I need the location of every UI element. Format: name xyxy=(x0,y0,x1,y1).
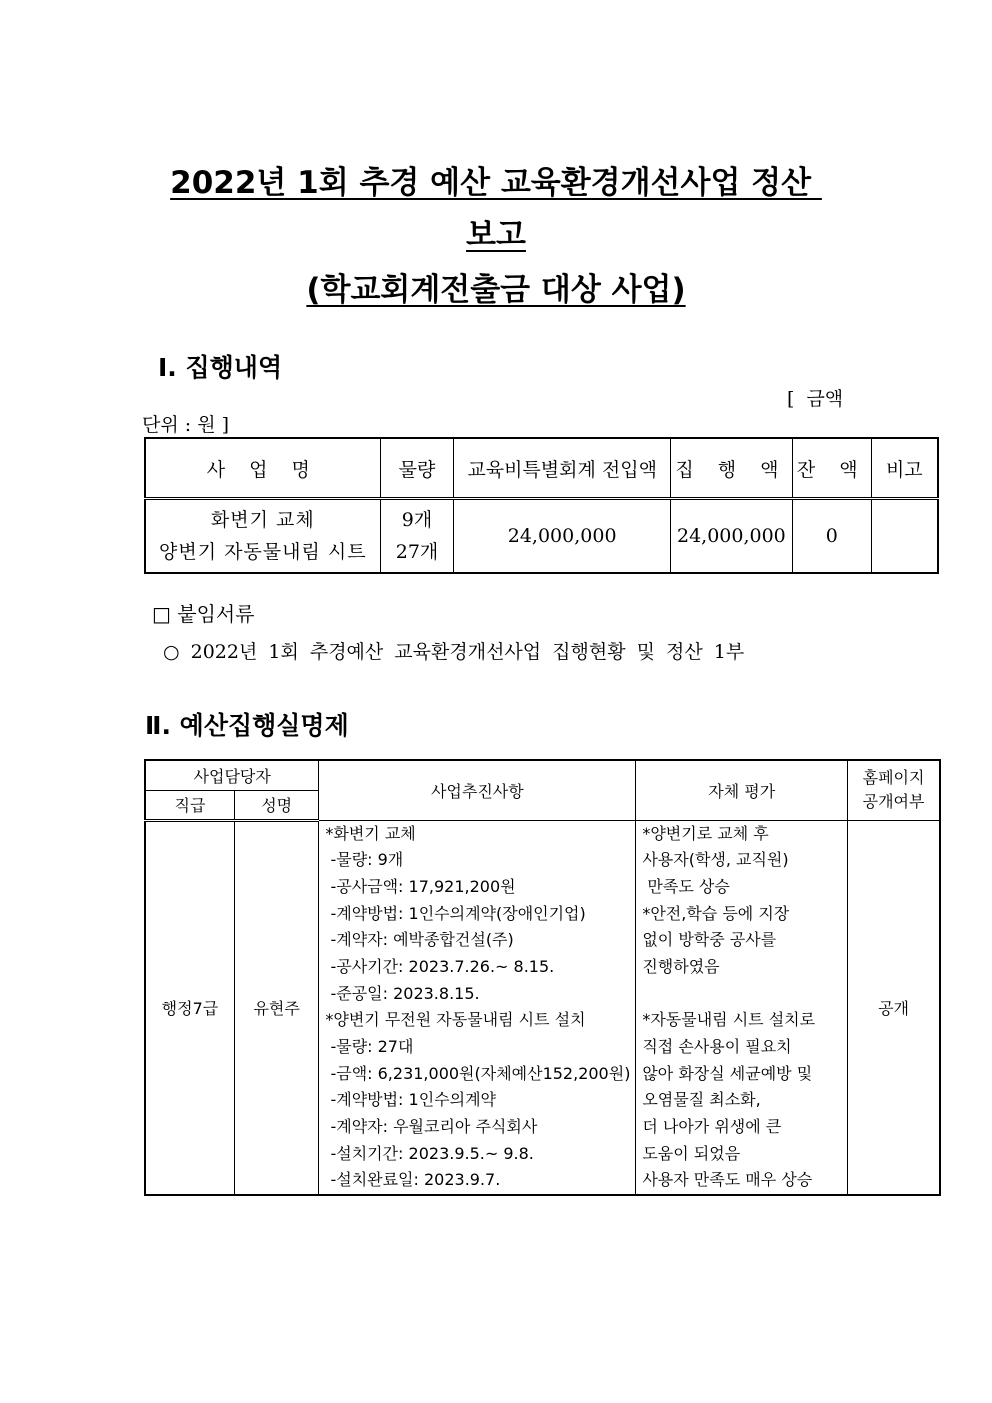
section1-heading: Ⅰ. 집행내역 xyxy=(158,353,283,382)
progress-line: -설치완료일: 2023.9.7. xyxy=(325,1170,501,1190)
table-row xyxy=(145,499,938,574)
project-name-cell xyxy=(145,499,380,574)
header-public-line-1: 홈페이지 xyxy=(862,768,925,788)
executed-amount: 24,000,000 xyxy=(670,499,792,574)
evaluation-line: *양변기로 교체 후 xyxy=(642,823,769,843)
unit-label-part2: 단위 : 원 ] xyxy=(142,414,229,436)
evaluation-line: 만족도 상승 xyxy=(642,876,730,896)
section2-heading: Ⅱ. 예산집행실명제 xyxy=(145,711,349,740)
project-name-line-2: 양변기 자동물내림 시트 xyxy=(158,541,367,563)
attachment-item: ○ 2022년 1회 추경예산 교육환경개선사업 집행현황 및 정산 1부 xyxy=(163,641,745,663)
accountability-table xyxy=(144,759,941,1196)
header-progress: 사업추진사항 xyxy=(319,760,636,820)
header-quantity: 물량 xyxy=(380,438,454,499)
header-note: 비고 xyxy=(871,438,938,499)
project-name-line-1: 화변기 교체 xyxy=(210,509,315,531)
header-public-line-2: 공개여부 xyxy=(862,792,925,812)
note-cell xyxy=(871,499,938,574)
progress-line: -물량: 9개 xyxy=(325,850,404,870)
progress-line: -준공일: 2023.8.15. xyxy=(325,983,480,1003)
evaluation-line: 오염물질 최소화, xyxy=(642,1090,761,1110)
progress-line: -공사금액: 17,921,200원 xyxy=(325,876,516,896)
progress-line: *화변기 교체 xyxy=(325,823,416,843)
header-row-1 xyxy=(145,760,940,790)
quantity-line-1: 9개 xyxy=(401,509,433,531)
quantity-cell xyxy=(380,499,454,574)
header-transfer: 교육비특별회계 전입액 xyxy=(454,438,671,499)
unit-label-part1: [ 금액 xyxy=(787,388,844,410)
progress-cell xyxy=(319,820,636,1195)
evaluation-line: 사용자(학생, 교직원) xyxy=(642,850,789,870)
evaluation-line: 직접 손사용이 필요치 xyxy=(642,1037,792,1056)
evaluation-line xyxy=(642,981,847,1008)
title-line-1: 2022년 1회 추경 예산 교육환경개선사업 정산 xyxy=(170,165,822,201)
evaluation-line: *자동물내림 시트 설치로 xyxy=(642,1010,816,1030)
header-evaluation: 자체 평가 xyxy=(636,760,848,820)
transfer-amount: 24,000,000 xyxy=(454,499,671,574)
progress-line: -계약방법: 1인수의계약(장애인기업) xyxy=(325,903,586,923)
name-cell: 유현주 xyxy=(234,820,318,1195)
execution-table-header xyxy=(145,438,938,499)
evaluation-line: 없이 방학중 공사를 xyxy=(642,930,777,950)
evaluation-line: 사용자 만족도 매우 상승 xyxy=(642,1170,813,1190)
header-project-name: 사 업 명 xyxy=(145,438,380,499)
evaluation-line: 않아 화장실 세균예방 및 xyxy=(642,1063,813,1083)
title-line-2: 보고 xyxy=(466,217,526,253)
header-manager: 사업담당자 xyxy=(145,760,319,790)
header-rank: 직급 xyxy=(145,790,234,820)
execution-table xyxy=(144,437,939,574)
progress-line: *양변기 무전원 자동물내림 시트 설치 xyxy=(325,1010,586,1030)
attachments-heading: □ 붙임서류 xyxy=(152,602,255,626)
evaluation-line: 더 나아가 위생에 큰 xyxy=(642,1117,782,1137)
progress-line: -계약자: 우월코리아 주식회사 xyxy=(325,1117,538,1137)
evaluation-line: 진행하였음 xyxy=(642,956,720,976)
progress-line: -설치기간: 2023.9.5.~ 9.8. xyxy=(325,1143,534,1163)
evaluation-line: 도움이 되었음 xyxy=(642,1143,741,1163)
progress-line: -계약방법: 1인수의계약 xyxy=(325,1090,496,1110)
title-line-3: (학교회계전출금 대상 사업) xyxy=(306,272,686,308)
evaluation-cell xyxy=(636,820,848,1195)
progress-line: -계약자: 예박종합건설(주) xyxy=(325,930,514,950)
progress-line: -금액: 6,231,000원(자체예산152,200원) xyxy=(325,1063,631,1083)
public-cell: 공개 xyxy=(848,820,940,1195)
header-balance: 잔 액 xyxy=(792,438,871,499)
header-executed: 집 행 액 xyxy=(670,438,792,499)
header-public xyxy=(848,760,940,820)
quantity-line-2: 27개 xyxy=(395,541,439,563)
rank-cell: 행정7급 xyxy=(145,820,234,1195)
progress-line: -공사기간: 2023.7.26.~ 8.15. xyxy=(325,956,555,976)
balance-amount: 0 xyxy=(792,499,871,574)
progress-line: -물량: 27대 xyxy=(325,1037,414,1056)
evaluation-line: *안전,학습 등에 지장 xyxy=(642,903,790,923)
table-row xyxy=(145,820,940,1195)
header-name: 성명 xyxy=(234,790,318,820)
